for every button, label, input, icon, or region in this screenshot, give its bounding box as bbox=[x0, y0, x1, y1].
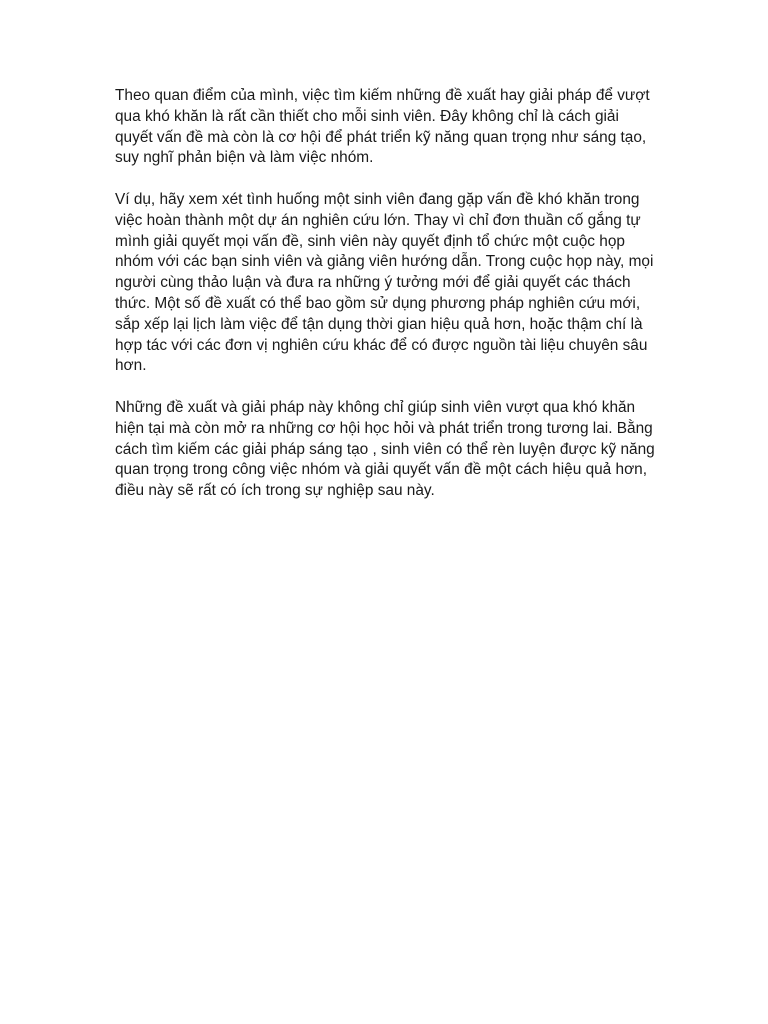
paragraph-conclusion: Những đề xuất và giải pháp này không chỉ giúp sinh viên vượt qua khó khăn hiện tại mà còn mở ra những cơ hội học hỏi và phát triển trong tương lai. Bằng cách tìm kiếm các giải pháp sáng tạo , sinh viên có thể rèn luyện được kỹ năng quan trọng trong công việc nhóm và giải quyết vấn đề một cách hiệu quả hơn, điều này sẽ rất có ích trong sự nghiệp sau này. bbox=[115, 398, 655, 500]
paragraph-opinion: Theo quan điểm của mình, việc tìm kiếm những đề xuất hay giải pháp để vượt qua khó khăn là rất cần thiết cho mỗi sinh viên. Đây không chỉ là cách giải quyết vấn đề mà còn là cơ hội để phát triển kỹ năng quan trọng như sáng tạo, suy nghĩ phản biện và làm việc nhóm. bbox=[115, 87, 650, 167]
paragraph-example: Ví dụ, hãy xem xét tình huống một sinh viên đang gặp vấn đề khó khăn trong việc hoàn thành một dự án nghiên cứu lớn. Thay vì chỉ đơn thuần cố gắng tự mình giải quyết mọi vấn đề, sinh viên này quyết định tổ chức một cuộc họp nhóm với các bạn sinh viên và giảng viên hướng dẫn. Trong cuộc họp này, mọi người cùng thảo luận và đưa ra những ý tưởng mới để giải quyết các thách thức. Một số đề xuất có thể bao gồm sử dụng phương pháp nghiên cứu mới, sắp xếp lại lịch làm việc để tận dụng thời gian hiệu quả hơn, hoặc thậm chí là hợp tác với các đơn vị nghiên cứu khác để có được nguồn tài liệu chuyên sâu hơn. bbox=[115, 190, 654, 375]
document-body bbox=[115, 86, 660, 523]
